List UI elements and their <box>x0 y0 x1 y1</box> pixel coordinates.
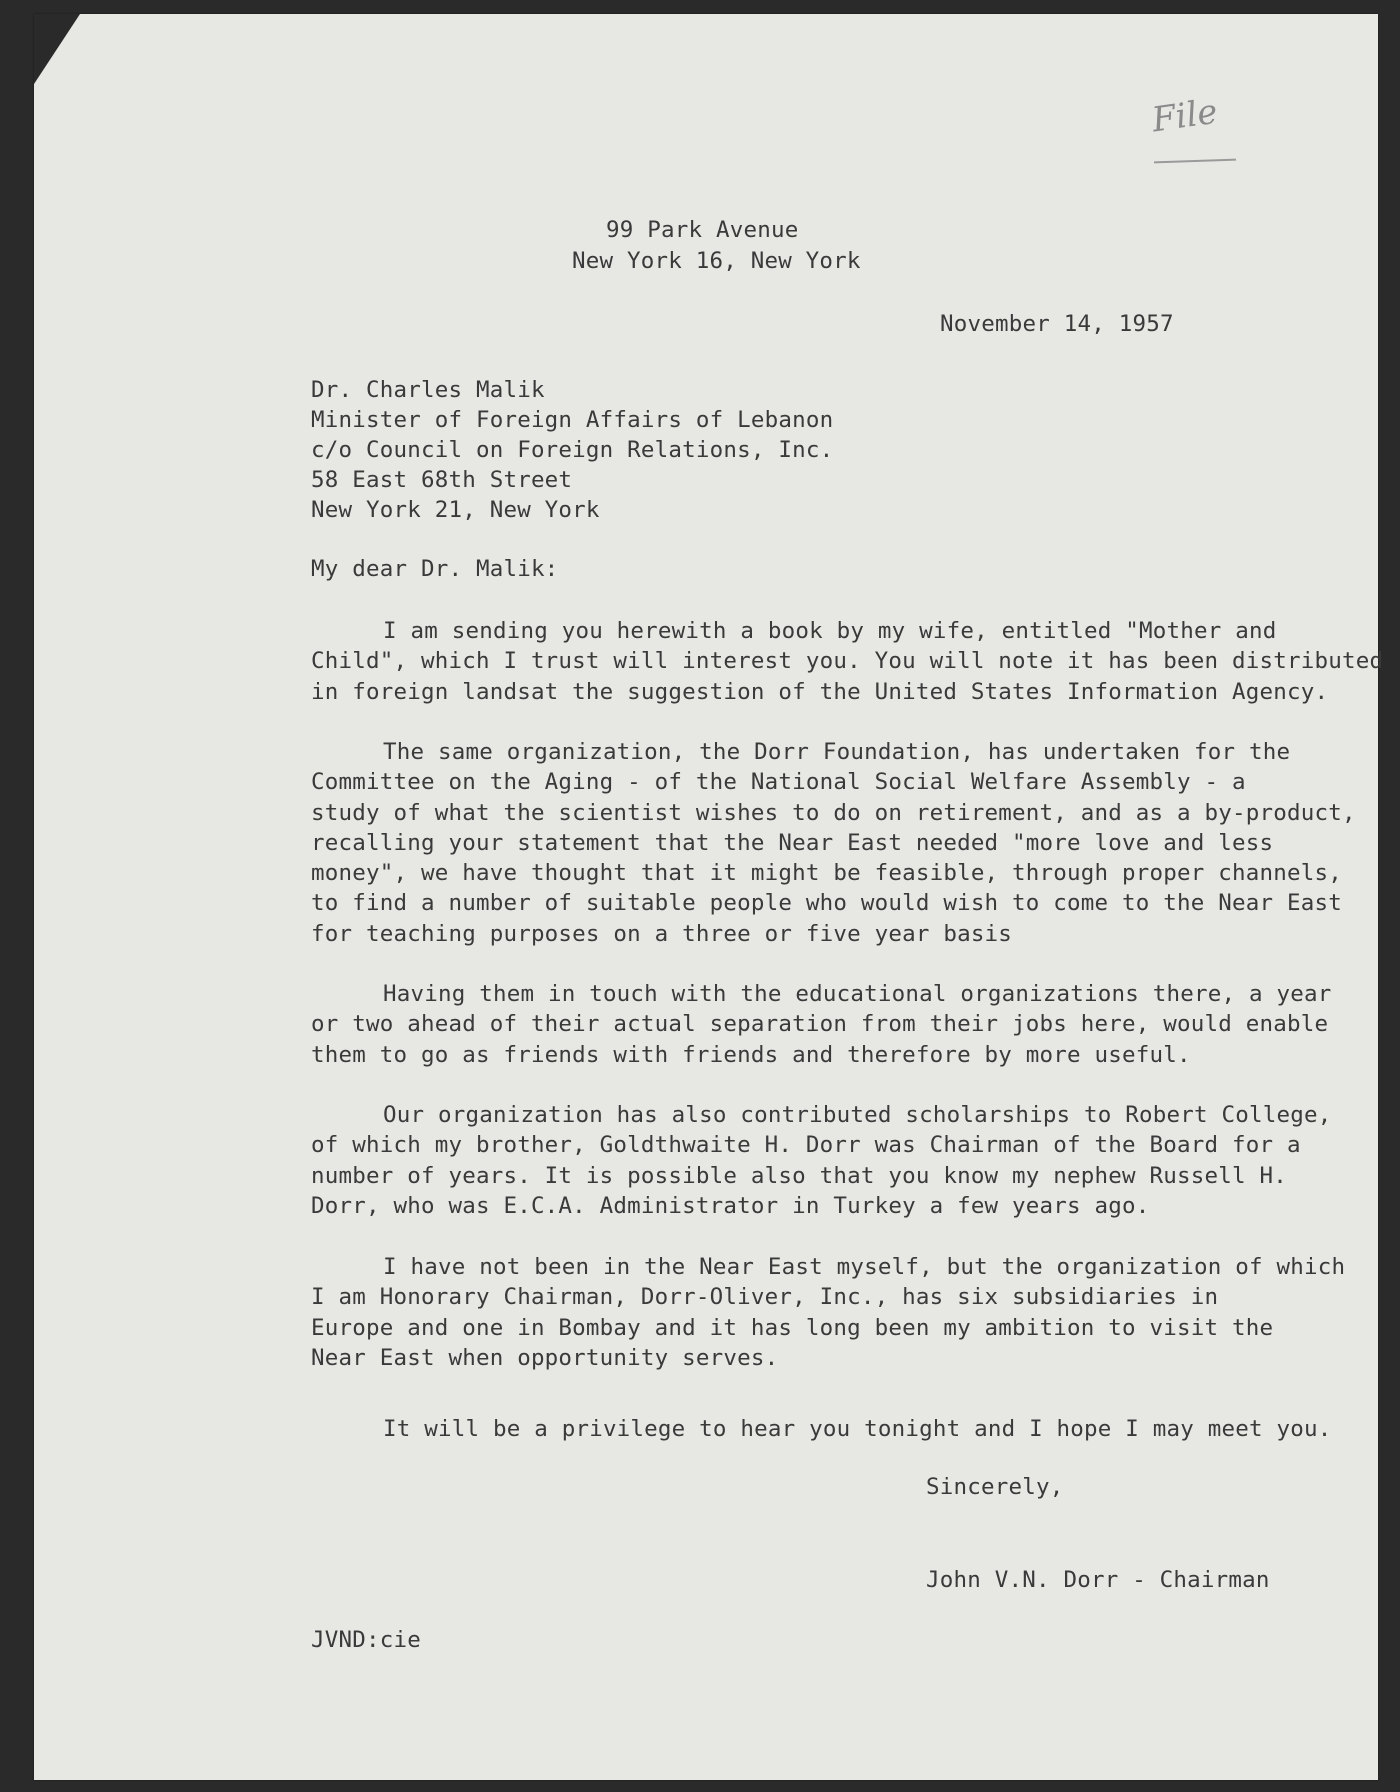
closing: Sincerely, <box>926 1474 1064 1500</box>
address-line-1: 99 Park Avenue <box>606 217 799 243</box>
body-paragraph <box>311 616 1384 707</box>
paragraph-line: The same organization, the Dorr Foundation, has undertaken for the <box>383 739 1291 765</box>
handwritten-underline <box>1154 159 1236 164</box>
body-paragraph <box>311 1414 1361 1444</box>
paragraph-line: Our organization has also contributed scholarships to Robert College, <box>383 1102 1332 1128</box>
paragraph-line: It will be a privilege to hear you tonight and I hope I may meet you. <box>383 1416 1332 1442</box>
recipient-line: c/o Council on Foreign Relations, Inc. <box>311 437 834 463</box>
body-paragraph <box>311 1252 1361 1373</box>
letter-page <box>34 14 1384 1780</box>
paragraph-line: recalling your statement that the Near East needed "more love and less <box>311 829 1274 856</box>
paragraph-line: I have not been in the Near East myself, but the organization of which <box>383 1254 1346 1280</box>
address-line-2: New York 16, New York <box>572 248 861 274</box>
paragraph-line: money", we have thought that it might be feasible, through proper channels, <box>311 860 1342 887</box>
paragraph-line: study of what the scientist wishes to do on retirement, and as a by-product, <box>311 799 1356 826</box>
body-paragraph <box>311 737 1361 949</box>
recipient-line: 58 East 68th Street <box>311 467 573 493</box>
paragraph-line: Europe and one in Bombay and it has long been my ambition to visit the <box>311 1314 1274 1341</box>
body-paragraph <box>311 979 1361 1070</box>
paragraph-line: Having them in touch with the educational organizations there, a year <box>383 981 1332 1007</box>
reference-initials: JVND:cie <box>311 1627 421 1653</box>
paragraph-line: I am Honorary Chairman, Dorr-Oliver, Inc., has six subsidiaries in <box>311 1284 1219 1311</box>
paragraph-line: them to go as friends with friends and therefore by more useful. <box>311 1041 1191 1068</box>
handwritten-file-note: File <box>1149 91 1220 141</box>
recipient-line: Dr. Charles Malik <box>311 377 545 403</box>
recipient-line: Minister of Foreign Affairs of Lebanon <box>311 407 834 433</box>
salutation: My dear Dr. Malik: <box>311 556 559 582</box>
letter-date: November 14, 1957 <box>940 311 1174 337</box>
paragraph-line: Committee on the Aging - of the National Social Welfare Assembly - a <box>311 769 1246 796</box>
paragraph-line: for teaching purposes on a three or five year basis <box>311 920 1013 947</box>
paragraph-line: Near East when opportunity serves. <box>311 1344 779 1371</box>
paragraph-line: I am sending you herewith a book by my wife, entitled "Mother and <box>383 618 1277 644</box>
paragraph-line: number of years. It is possible also that you know my nephew Russell H. <box>311 1162 1287 1189</box>
paragraph-line: or two ahead of their actual separation from their jobs here, would enable <box>311 1011 1329 1038</box>
paragraph-line: Child", which I trust will interest you. You will note it has been distributed <box>311 648 1384 675</box>
recipient-line: New York 21, New York <box>311 497 600 523</box>
paragraph-line: of which my brother, Goldthwaite H. Dorr was Chairman of the Board for a <box>311 1132 1301 1159</box>
signature: John V.N. Dorr - Chairman <box>926 1567 1270 1593</box>
paragraph-line: to find a number of suitable people who would wish to come to the Near East <box>311 890 1342 917</box>
body-paragraph <box>311 1100 1361 1221</box>
paragraph-line: Dorr, who was E.C.A. Administrator in Turkey a few years ago. <box>311 1192 1150 1219</box>
paragraph-line: in foreign landsat the suggestion of the United States Information Agency. <box>311 678 1329 705</box>
